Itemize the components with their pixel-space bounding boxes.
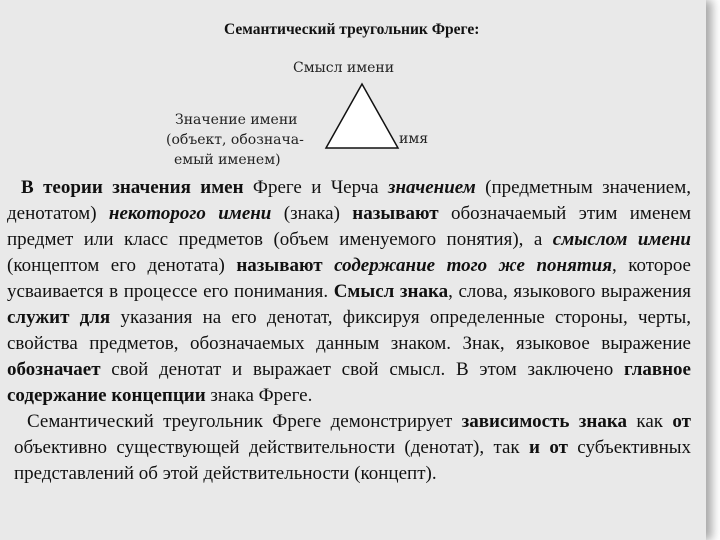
text-run: обозначаемый этим именем предмет или класс предметов (объем именуемого понятия), а xyxy=(7,203,691,250)
text-run: обозначает xyxy=(7,359,101,380)
text-run: , которое усваивается в процессе его понимания. xyxy=(7,255,691,302)
text-run: (знака) xyxy=(271,203,353,224)
text-run: главное содержание концепции xyxy=(7,359,691,406)
text-run: Смысл знака xyxy=(333,281,449,302)
text-run: свой денотат и выражает свой смысл. В этом заключено xyxy=(100,359,625,380)
triangle-left-label-line2: (объект, обознача- xyxy=(166,132,304,148)
text-run: Фреге и Черча xyxy=(243,177,389,198)
triangle-top-label: Смысл имени xyxy=(293,60,395,76)
paragraph-1 xyxy=(7,175,691,409)
text-run: В теории значения имен xyxy=(21,177,244,198)
text-run: и от xyxy=(529,437,568,458)
text-run: смыслом имени xyxy=(552,229,691,250)
text-run: , слова, языкового выражения xyxy=(448,281,691,302)
text-run: объективно существующей действительности (денотат), так xyxy=(14,437,530,458)
triangle-left-label-line1: Значение имени xyxy=(175,112,298,128)
triangle-shape xyxy=(326,84,398,148)
text-run: содержание того же понятия xyxy=(334,255,612,276)
text-run: указания на его денотат, фиксируя определенные стороны, черты, свойства предметов, обозначаемых данным знаком. Знак, языковое выражение xyxy=(7,307,692,354)
text-run: Семантический треугольник Фреге демонстрирует xyxy=(27,411,462,432)
text-run: некоторого имени xyxy=(108,203,272,224)
triangle-right-label: имя xyxy=(399,131,429,147)
text-run: служит для xyxy=(7,307,111,328)
triangle-left-label-line3: емый именем) xyxy=(174,152,281,168)
body-text xyxy=(7,175,691,487)
text-run: (предметным значением, денотатом) xyxy=(7,177,691,224)
text-run: зависимость знака xyxy=(461,411,628,432)
slide-title: Семантический треугольник Фреге: xyxy=(224,21,480,38)
triangle-left-label xyxy=(166,110,304,170)
text-run: субъективных представлений об этой действительности (концепт). xyxy=(14,437,692,484)
text-run: называют xyxy=(352,203,439,224)
text-run: (концептом его денотата) xyxy=(7,255,237,276)
frege-triangle-diagram xyxy=(324,82,400,150)
text-run: знака Фреге. xyxy=(205,385,313,406)
paragraph-2 xyxy=(7,409,691,487)
text-run xyxy=(323,255,335,276)
text-run: значением xyxy=(388,177,476,198)
text-run: от xyxy=(672,411,691,432)
text-run: как xyxy=(627,411,673,432)
text-run: называют xyxy=(236,255,323,276)
